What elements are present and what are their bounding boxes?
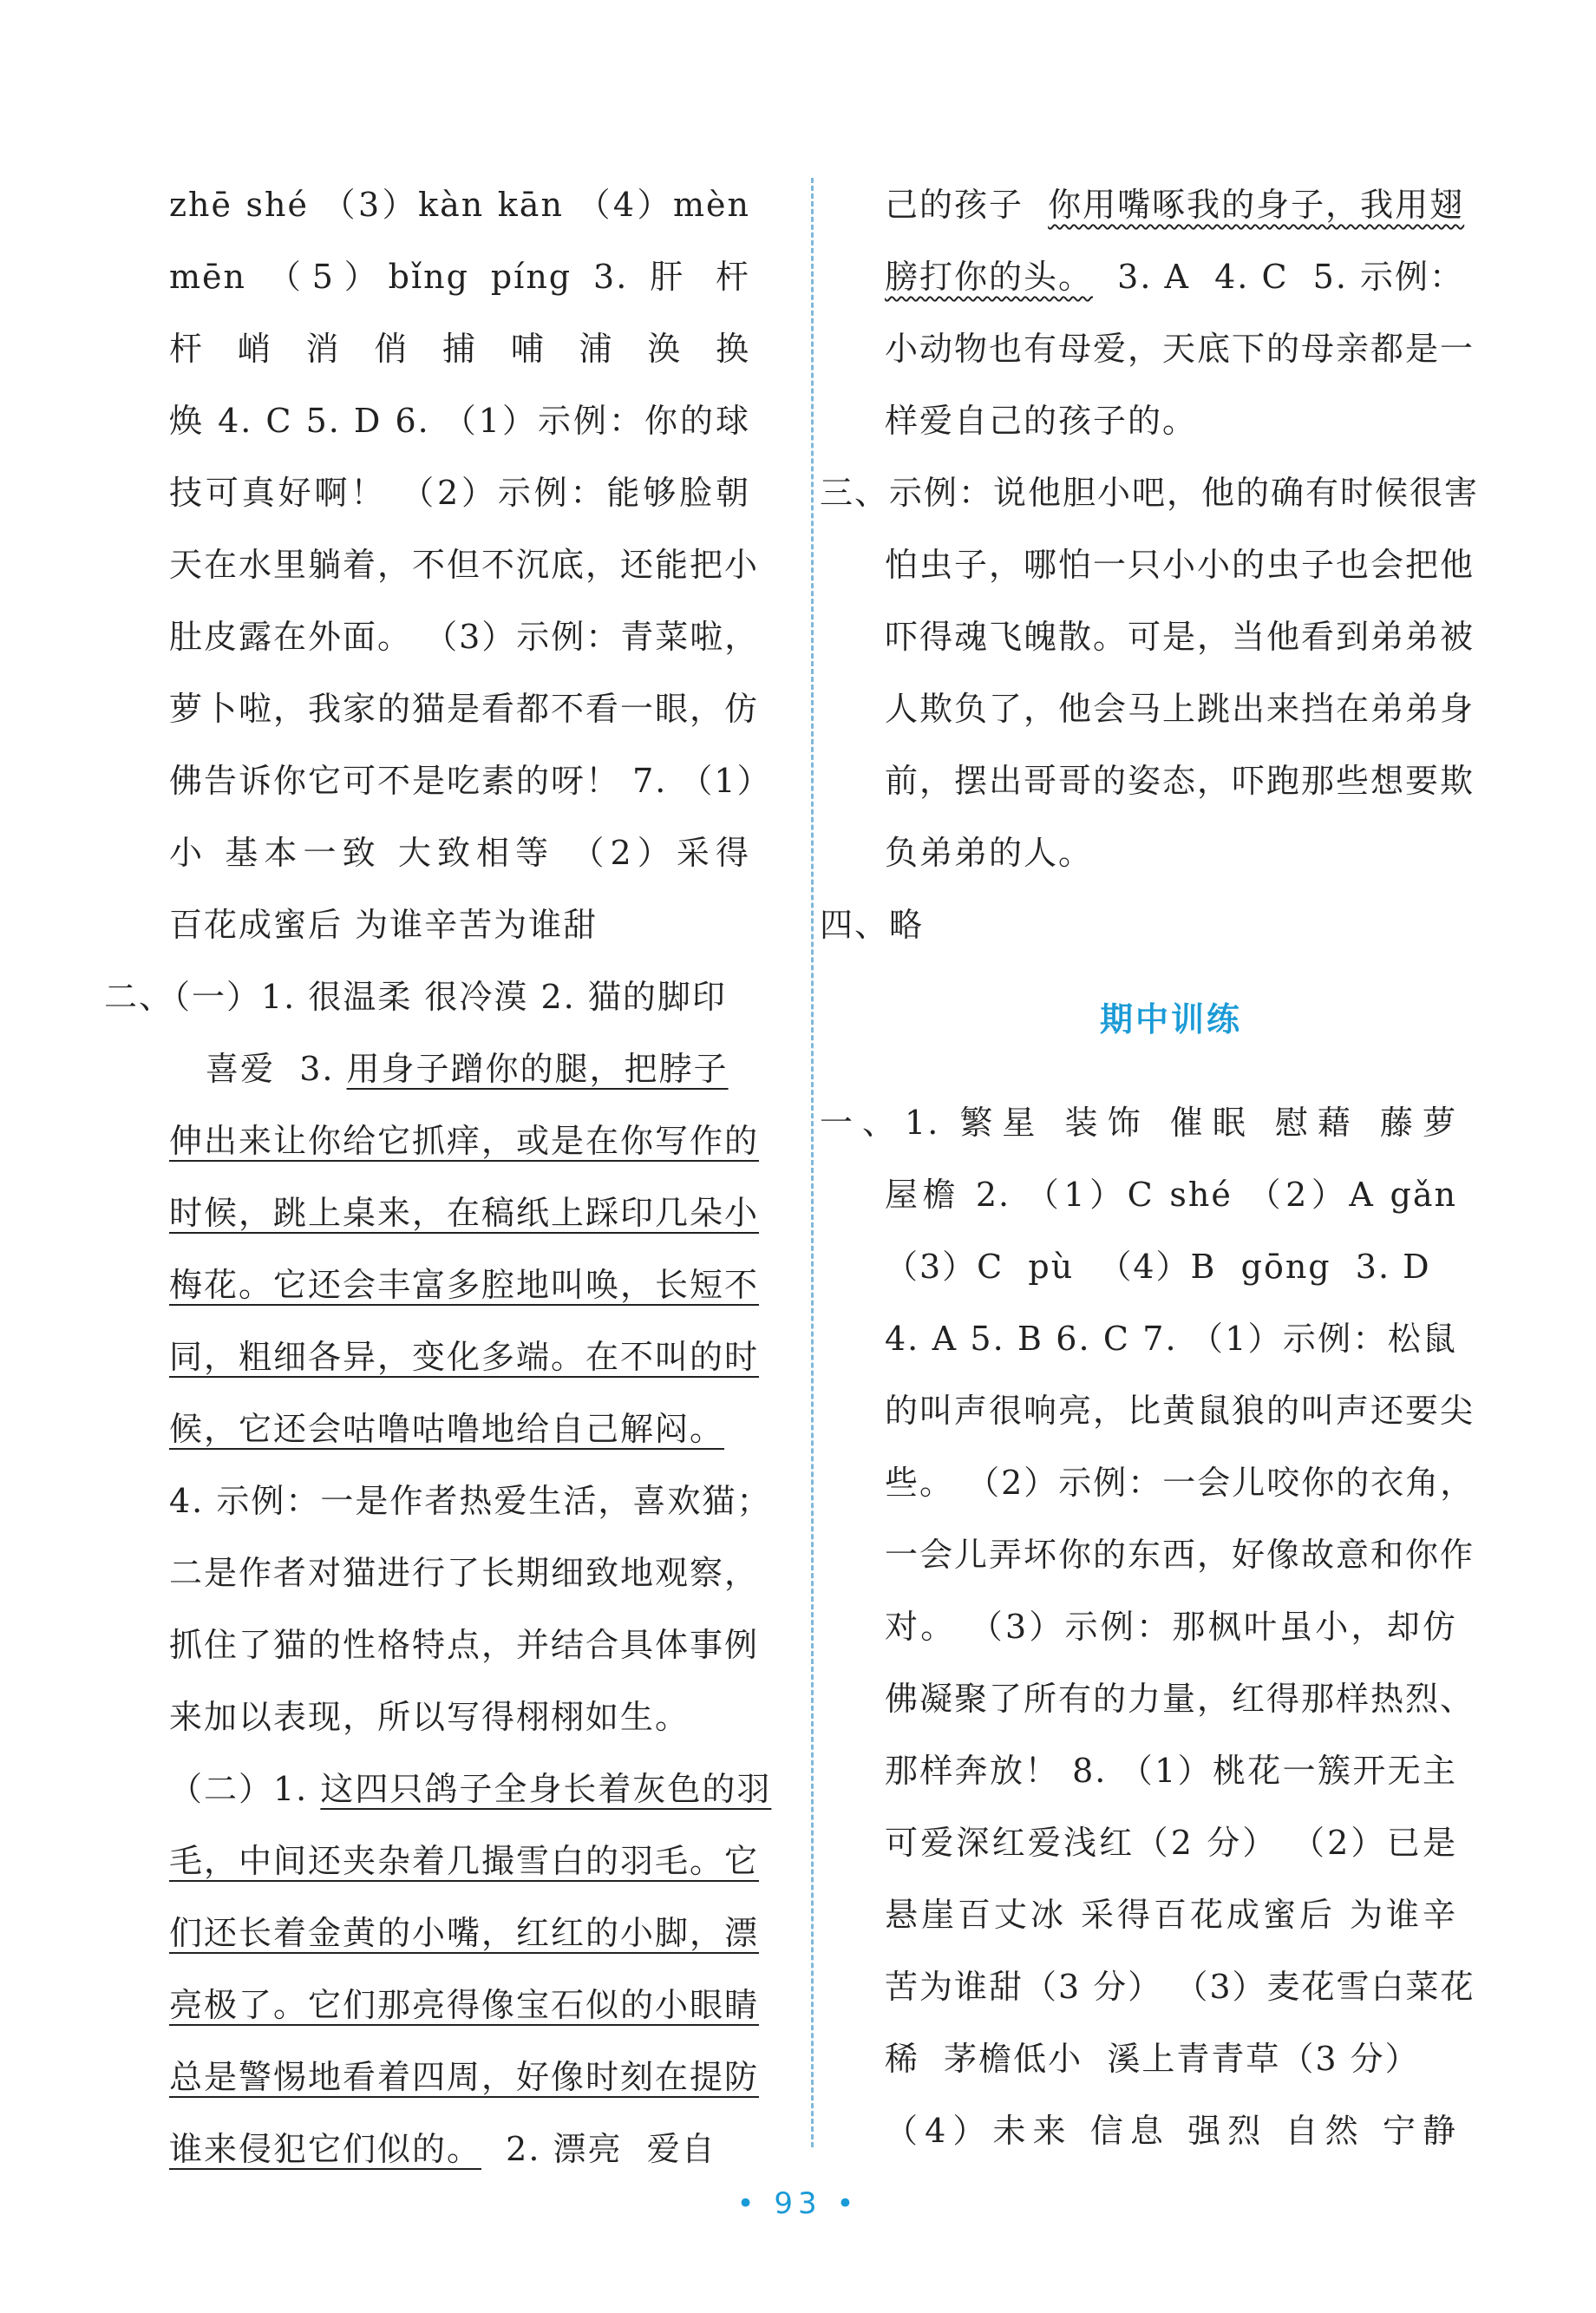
- text-line: 天在水里躺着，不但不沉底，还能把小: [169, 546, 760, 584]
- text-line: 苦为谁甜（3 分） （3）麦花雪白菜花: [885, 1968, 1475, 2006]
- text-line: [169, 1177, 760, 1249]
- text-line: 4. A 5. B 6. C 7. （1）示例：松鼠: [885, 1320, 1457, 1358]
- text-line: 屋檐 2. （1）C shé （2）A gǎn: [885, 1176, 1457, 1214]
- text-line: [885, 169, 1465, 241]
- text-line: 佛告诉你它可不是吃素的呀！ 7. （1）: [169, 762, 772, 800]
- text-line: 技可真好啊！ （2）示例：能够脸朝: [169, 474, 750, 512]
- text-line: [169, 1321, 760, 1393]
- section-two-heading-line: 二、（一）1. 很温柔 很冷漠 2. 猫的脚印: [104, 978, 727, 1016]
- text-segment: 3.: [299, 1050, 347, 1088]
- text-line: （4）未来 信息 强烈 自然 宁静: [885, 2112, 1457, 2150]
- text-line: 二是作者对猫进行了长期细致地观察，: [169, 1554, 760, 1592]
- text-line: [169, 1897, 760, 1969]
- text-line: 怕虫子，哪怕一只小小的虫子也会把他: [885, 546, 1475, 584]
- wavy-underlined-answer: 你用嘴啄我的身子，我用翅: [1048, 186, 1465, 224]
- text-segment: 3. A 4. C 5. 示例：: [1093, 258, 1465, 296]
- text-line: [885, 241, 1465, 313]
- text-segment: 喜爱: [206, 1050, 276, 1088]
- text-segment: 己的孩子: [885, 186, 1049, 224]
- underlined-answer: 亮极了。它们那亮得像宝石似的小眼睛: [169, 1986, 760, 2024]
- text-line: 萝卜啦，我家的猫是看都不看一眼，仿: [169, 690, 760, 728]
- text-line: [169, 1825, 760, 1897]
- underlined-answer: 毛，中间还夹杂着几撮雪白的羽毛。它: [169, 1842, 760, 1880]
- underlined-answer: 时候，跳上桌来，在稿纸上踩印几朵小: [169, 1194, 760, 1232]
- section-one-heading-line: 一、1. 繁星 装饰 催眠 慰藉 藤萝: [820, 1104, 1457, 1142]
- underlined-answer: 梅花。它还会丰富多腔地叫唤，长短不: [169, 1266, 760, 1304]
- text-line: 样爱自己的孩子的。: [885, 402, 1198, 440]
- underlined-answer: 这四只鸽子全身长着灰色的羽: [320, 1770, 772, 1808]
- text-line: 佛凝聚了所有的力量，红得那样热烈、: [885, 1680, 1475, 1718]
- text-line: 杆 峭 消 俏 捕 哺 浦 涣 换: [169, 330, 750, 368]
- text-line: 吓得魂飞魄散。可是，当他看到弟弟被: [885, 618, 1475, 656]
- underlined-answer: 候，它还会咕噜咕噜地给自己解闷。: [169, 1410, 725, 1448]
- text-line: 抓住了猫的性格特点，并结合具体事例: [169, 1626, 760, 1664]
- text-line: [169, 1969, 760, 2041]
- text-segment: 2. 漂亮 爱自: [481, 2130, 716, 2168]
- column-divider: [811, 178, 814, 2147]
- underlined-answer: 们还长着金黄的小嘴，红红的小脚，漂: [169, 1914, 760, 1952]
- underlined-answer: 用身子蹭你的腿，把脖子: [346, 1050, 729, 1088]
- underlined-answer: 谁来侵犯它们似的。: [169, 2130, 482, 2168]
- section-four-heading-line: 四、略: [820, 906, 925, 944]
- text-line: [169, 1249, 760, 1321]
- text-line: [206, 1033, 750, 1105]
- text-line: 悬崖百丈冰 采得百花成蜜后 为谁辛: [885, 1896, 1457, 1934]
- text-line: 那样奔放！ 8. （1）桃花一簇开无主: [885, 1752, 1457, 1790]
- text-line: 可爱深红爱浅红（2 分） （2）已是: [885, 1824, 1457, 1862]
- text-line: 负弟弟的人。: [885, 834, 1094, 872]
- text-line: [169, 1393, 750, 1465]
- text-line: 些。 （2）示例：一会儿咬你的衣角，: [885, 1464, 1475, 1502]
- text-line: [169, 2113, 750, 2185]
- midterm-training-heading: 期中训练: [1099, 1000, 1242, 1039]
- text-line: [169, 1105, 760, 1177]
- text-segment: （二）1.: [169, 1770, 321, 1808]
- text-line: [169, 1753, 772, 1825]
- underlined-answer: 同，粗细各异，变化多端。在不叫的时: [169, 1338, 760, 1376]
- text-line: 稀 茅檐低小 溪上青青草（3 分）: [885, 2040, 1420, 2078]
- underlined-answer: 总是警惕地看着四周，好像时刻在提防: [169, 2058, 760, 2096]
- text-line: 的叫声很响亮，比黄鼠狼的叫声还要尖: [885, 1392, 1475, 1430]
- text-line: 小动物也有母爱，天底下的母亲都是一: [885, 330, 1475, 368]
- text-line: 焕 4. C 5. D 6. （1）示例：你的球: [169, 402, 750, 440]
- underlined-answer: 伸出来让你给它抓痒，或是在你写作的: [169, 1122, 760, 1160]
- text-line: 4. 示例：一是作者热爱生活，喜欢猫；: [169, 1482, 772, 1520]
- right-column: [820, 169, 1480, 2167]
- text-line: mēn （5）bǐng píng 3. 肝 杆: [169, 258, 750, 296]
- text-line: 一会儿弄坏你的东西，好像故意和你作: [885, 1536, 1475, 1574]
- text-line: 前，摆出哥哥的姿态，吓跑那些想要欺: [885, 762, 1475, 800]
- wavy-underlined-answer: 膀打你的头。: [885, 258, 1094, 296]
- text-line: zhē shé （3）kàn kān （4）mèn: [169, 186, 750, 224]
- section-three-heading-line: 三、示例：说他胆小吧，他的确有时候很害: [820, 474, 1480, 512]
- text-line: 人欺负了，他会马上跳出来挡在弟弟身: [885, 690, 1475, 728]
- text-line: （3）C pù （4）B gōng 3. D: [885, 1248, 1431, 1286]
- text-line: 百花成蜜后 为谁辛苦为谁甜: [169, 906, 598, 944]
- text-line: 肚皮露在外面。 （3）示例：青菜啦，: [169, 618, 760, 656]
- page-number: • 93 •: [736, 2186, 860, 2221]
- text-line: [169, 2041, 760, 2113]
- text-line: 小 基本一致 大致相等 （2）采得: [169, 834, 750, 872]
- text-line: 来加以表现，所以写得栩栩如生。: [169, 1698, 690, 1736]
- text-line: 对。 （3）示例：那枫叶虽小，却仿: [885, 1608, 1457, 1646]
- left-column: [104, 169, 772, 2185]
